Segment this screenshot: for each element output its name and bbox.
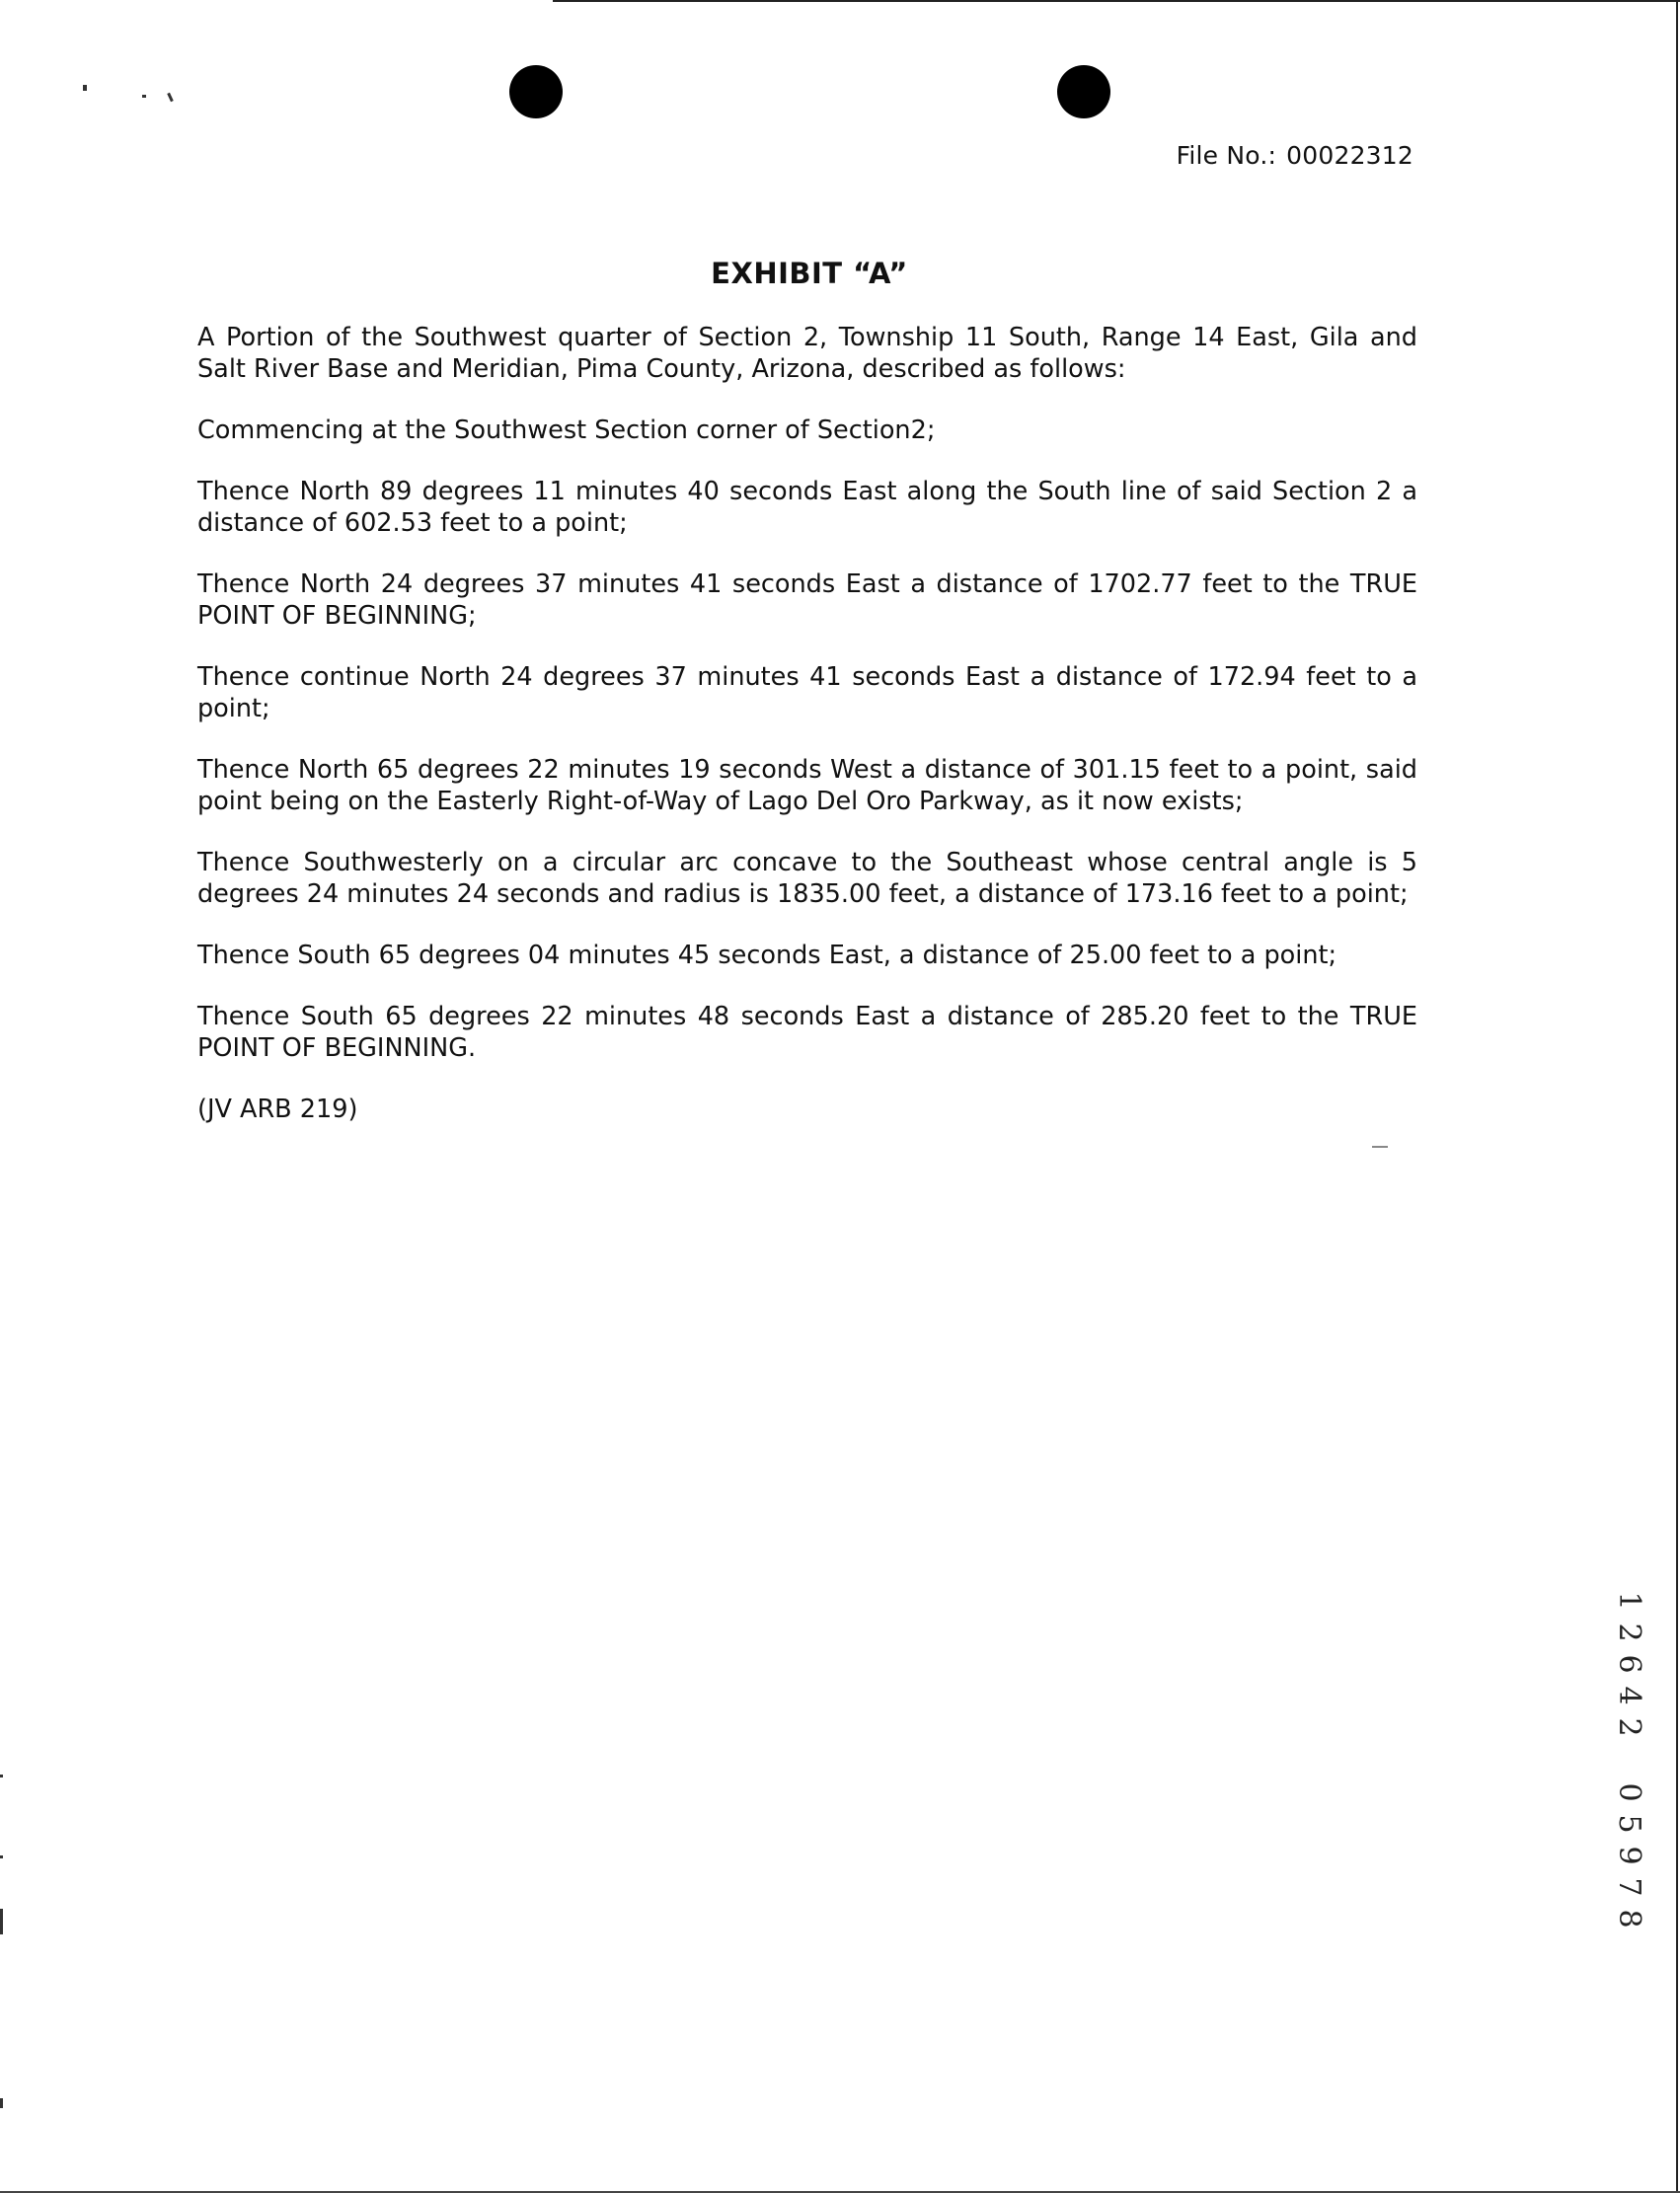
stamp-gap <box>1611 1743 1646 1777</box>
description-paragraph: Thence North 24 degrees 37 minutes 41 seconds East a distance of 1702.77 feet to the TRUE POINT OF BEGINNING; <box>197 569 1417 631</box>
scan-speck <box>0 1909 3 1934</box>
description-paragraph: Thence South 65 degrees 04 minutes 45 seconds East, a distance of 25.00 feet to a point; <box>197 941 1337 970</box>
stamp-digit: 8 <box>1612 1909 1646 1928</box>
description-paragraph: Thence continue North 24 degrees 37 minutes 41 seconds East a distance of 172.94 feet to a point; <box>197 662 1417 723</box>
punch-hole-right <box>1057 65 1110 118</box>
scan-speck <box>142 95 146 98</box>
stamp-digit: 7 <box>1612 1877 1646 1897</box>
stamp-digit: 0 <box>1612 1782 1646 1802</box>
stamp-digit: 2 <box>1612 1717 1646 1737</box>
description-paragraph: Commencing at the Southwest Section corner of Section2; <box>197 416 936 445</box>
stamp-digit: 2 <box>1612 1623 1646 1642</box>
file-number-value: 00022312 <box>1286 141 1413 170</box>
stamp-digit: 9 <box>1612 1846 1646 1865</box>
reference-note: (JV ARB 219) <box>197 1095 358 1124</box>
description-paragraph: Thence North 89 degrees 11 minutes 40 seconds East along the South line of said Section 2 a distance of 602.53 feet to a point; <box>197 477 1417 538</box>
description-paragraph: Thence South 65 degrees 22 minutes 48 seconds East a distance of 285.20 feet to the TRUE POINT OF BEGINNING. <box>197 1002 1417 1063</box>
stamp-digit: 1 <box>1612 1591 1646 1611</box>
scan-edge-right <box>1676 0 1678 2193</box>
exhibit-title: EXHIBIT “A” <box>711 257 908 290</box>
description-paragraph: A Portion of the Southwest quarter of Section 2, Township 11 South, Range 14 East, Gila and Salt River Base and Meridian, Pima County, Arizona, described as follows: <box>197 323 1417 384</box>
description-paragraph: Thence Southwesterly on a circular arc concave to the Southeast whose central angle is 5 degrees 24 minutes 24 seconds and radius is 1835.00 feet, a distance of 173.16 feet to a point; <box>197 848 1417 909</box>
scan-speck <box>0 2098 3 2108</box>
punch-hole-left <box>509 65 563 118</box>
recording-stamp <box>1611 1585 1646 1934</box>
legal-description <box>197 322 1417 1155</box>
file-number-line <box>1177 141 1413 170</box>
scan-edge-top <box>553 0 1680 2</box>
stamp-digit: 4 <box>1612 1686 1646 1705</box>
description-paragraph: Thence North 65 degrees 22 minutes 19 seconds West a distance of 301.15 feet to a point, said point being on the Easterly Right-of-Way of Lago Del Oro Parkway, as it now exists; <box>197 755 1417 816</box>
scan-speck <box>167 93 174 102</box>
stamp-digit: 5 <box>1612 1814 1646 1834</box>
scan-speck <box>0 1775 3 1777</box>
file-number-label: File No.: <box>1176 141 1277 170</box>
scan-speck <box>0 1855 3 1858</box>
scan-speck <box>83 85 87 91</box>
stamp-digit: 6 <box>1612 1654 1646 1674</box>
